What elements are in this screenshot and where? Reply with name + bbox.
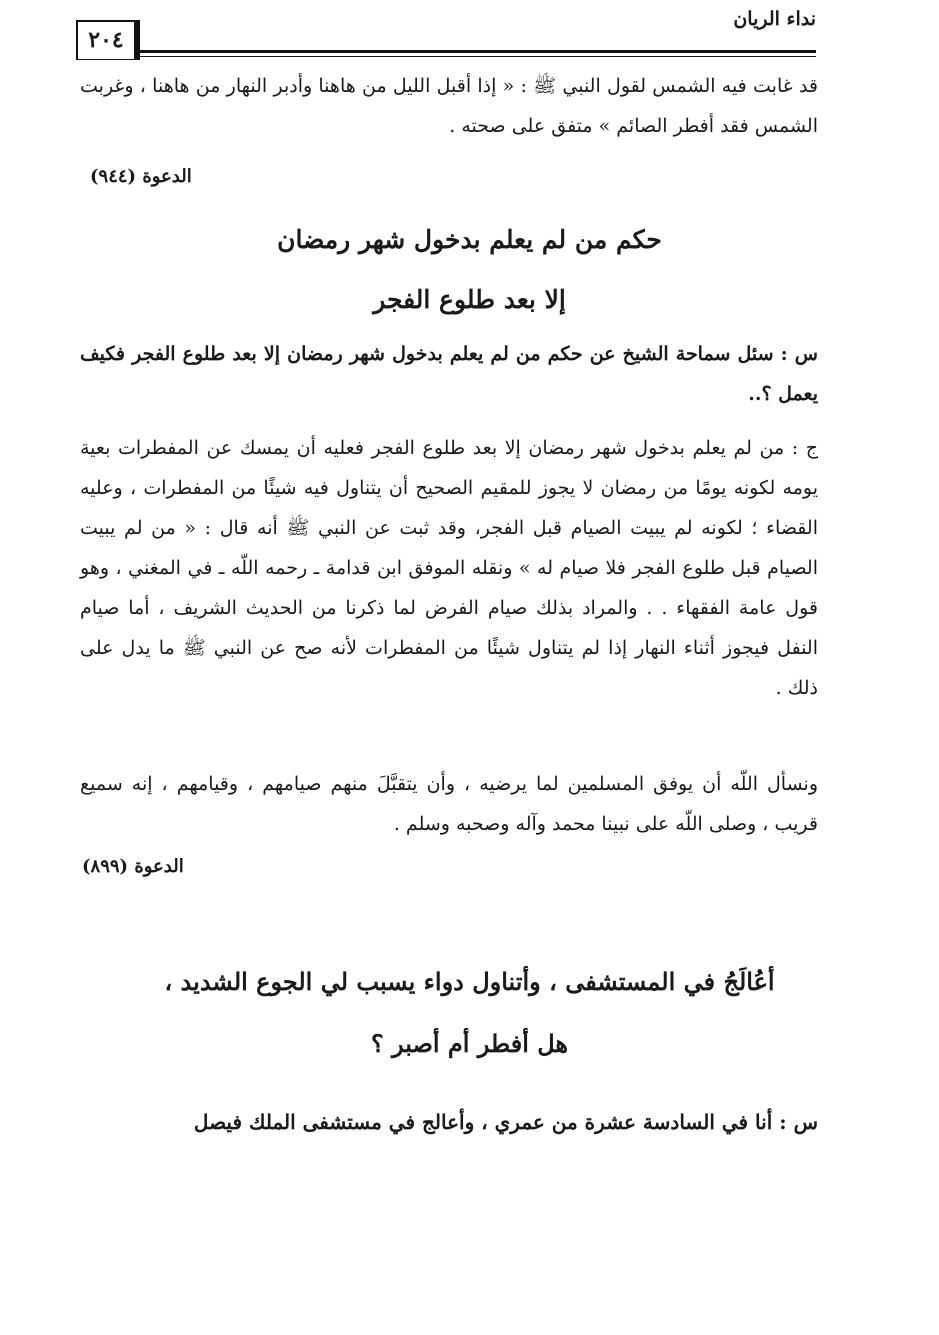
answer-text: ج : من لم يعلم بدخول شهر رمضان إلا بعد طلوع الفجر فعليه أن يمسك عن المفطرات بعية يومه لكونه يومًا من رمضان لا يجوز للمقيم الصحيح أن يتناول فيه شيئًا من المفطرات ، وعليه القضاء ؛ لكونه لم يبيت الصيام قبل الفجر، وقد ثبت عن النبي ﷺ أنه قال : « من لم يبيت الصيام قبل طلوع الفجر فلا صيام له » ونقله الموفق ابن قدامة ـ رحمه اللّه ـ في المغني ، وهو قول عامة الفقهاء . . والمراد بذلك صيام الفرض لما ذكرنا من الحديث الشريف ، أما صيام النفل فيجوز أثناء النهار إذا لم يتناول شيئًا من المفطرات لأنه صح عن النبي ﷺ ما يدل على ذلك . [80,437,818,699]
header-rule [140,50,816,53]
source-citation: الدعوة (٩٤٤) [90,166,192,187]
section-title-2-continued: هل أفطر أم أصبر ؟ [370,1029,569,1058]
section-title-continued: إلا بعد طلوع الفجر [373,285,566,314]
section-title: حكم من لم يعلم بدخول شهر رمضان [277,225,662,254]
source-citation-2: الدعوة (٨٩٩) [82,856,184,877]
running-title: نداء الريان [733,8,816,30]
page-header [76,4,816,56]
page-number: ٢٠٤ [76,20,140,60]
intro-paragraph: قد غابت فيه الشمس لقول النبي ﷺ : « إذا أقبل الليل من هاهنا وأدبر النهار من هاهنا ، وغربت الشمس فقد أفطر الصائم » متفق على صحته . [80,75,818,137]
closing-prayer: ونسأل اللّه أن يوفق المسلمين لما يرضيه ، وأن يتقبَّلَ منهم صيامهم ، وقيامهم ، إنه سميع قريب ، وصلى اللّه على نبينا محمد وآله وصحبه وسلم . [80,773,818,835]
question-text-2: س : أنا في السادسة عشرة من عمري ، وأعالج في مستشفى الملك فيصل [193,1110,818,1134]
header-rule-thin [140,56,816,57]
section-title-2: أعُالَجُ في المستشفى ، وأتناول دواء يسبب لي الجوع الشديد ، [164,967,775,996]
question-text: س : سئل سماحة الشيخ عن حكم من لم يعلم بدخول شهر رمضان إلا بعد طلوع الفجر فكيف يعمل ؟.. [80,343,818,405]
